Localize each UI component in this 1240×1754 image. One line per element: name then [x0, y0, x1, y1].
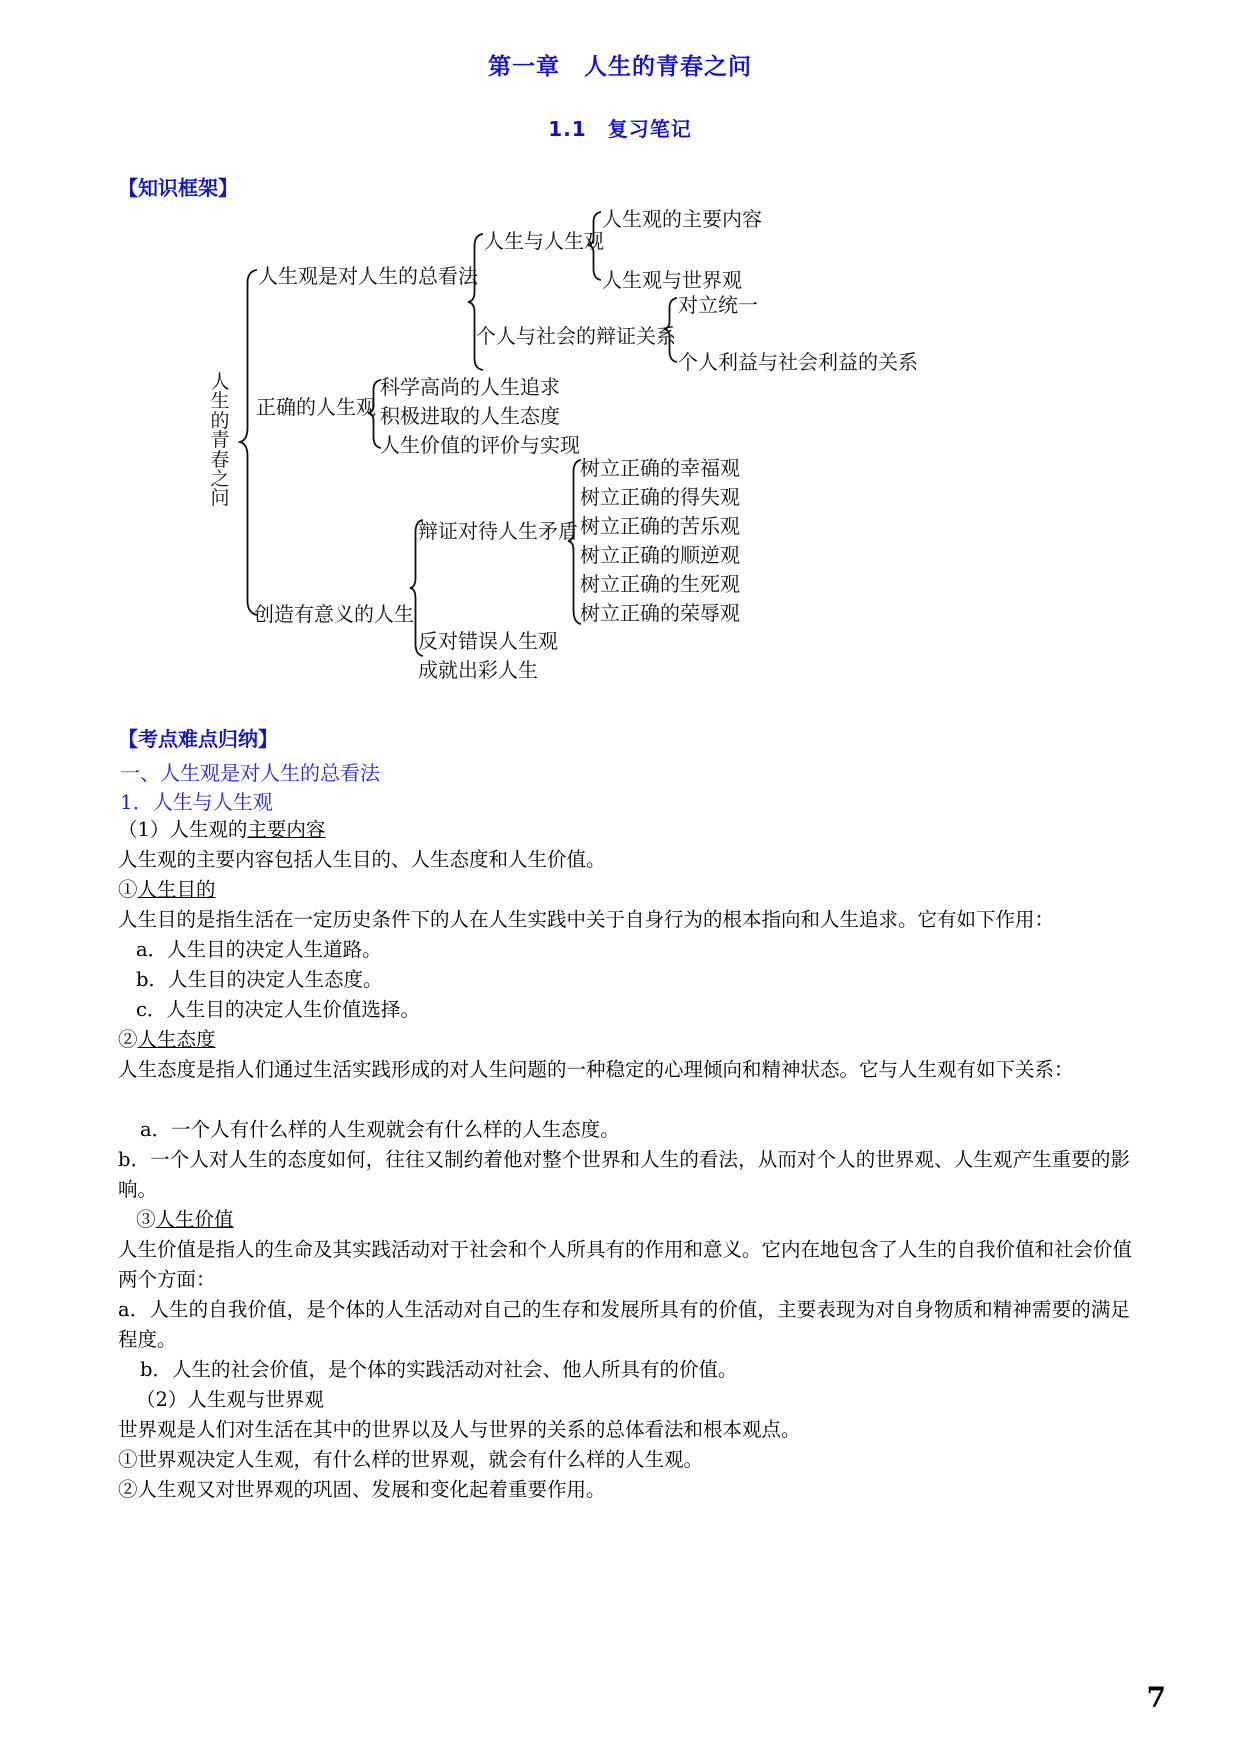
diagram-branch3-child1-label: 辩证对待人生矛盾 [418, 519, 578, 543]
item-2-prefix: ② [118, 1028, 138, 1051]
item-3-prefix: ③ [136, 1208, 156, 1231]
paragraph-4a: a．人生的自我价值，是个体的人生活动对自己的生存和发展所具有的价值，主要表现为对自身物质和精神需要的满足程度。 [118, 1298, 1130, 1351]
item-1-underlined: 人生目的 [137, 878, 216, 901]
page-number: 7 [1146, 1681, 1166, 1714]
subheading-1-underlined: 主要内容 [247, 818, 326, 841]
diagram-leaf-worldview: 人生观与世界观 [602, 268, 742, 292]
paragraph-5b: ②人生观又对世界观的巩固、发展和变化起着重要作用。 [118, 1478, 606, 1501]
section-label-knowledge-framework: 【知识框架】 [118, 176, 238, 200]
paragraph-1: 人生观的主要内容包括人生目的、人生态度和人生价值。 [118, 848, 606, 871]
paragraph-2: 人生目的是指生活在一定历史条件下的人在人生实践中关于自身行为的根本指向和人生追求。它有如下作用： [118, 908, 1055, 931]
diagram-root-label: 人生的青春之问 [210, 371, 230, 510]
paragraph-5a: ①世界观决定人生观，有什么样的世界观，就会有什么样的人生观。 [118, 1448, 704, 1471]
item-3-label [136, 1205, 234, 1235]
paragraph-3a: a．一个人有什么样的人生观就会有什么样的人生态度。 [140, 1118, 620, 1141]
subheading-2: （2）人生观与世界观 [136, 1388, 324, 1411]
subheading-1-text: （1）人生观的 [118, 818, 248, 841]
heading-level-2: 1．人生与人生观 [120, 790, 273, 814]
diagram-leaf-pursuit: 科学高尚的人生追求 [380, 375, 560, 399]
diagram-leaf-attitude: 积极进取的人生态度 [380, 404, 560, 428]
diagram-branch1-child2-label: 个人与社会的辩证关系 [476, 324, 676, 348]
paragraph-4b: b．人生的社会价值，是个体的实践活动对社会、他人所具有的价值。 [140, 1358, 738, 1381]
diagram-leaf-main-content: 人生观的主要内容 [602, 207, 762, 231]
diagram-leaf-joypain: 树立正确的苦乐观 [580, 514, 740, 538]
item-1-prefix: ① [118, 878, 138, 901]
diagram-leaf-adversity: 树立正确的顺逆观 [580, 543, 740, 567]
item-2-label [118, 1025, 216, 1055]
diagram-leaf-interest-relation: 个人利益与社会利益的关系 [678, 350, 918, 374]
item-2-underlined: 人生态度 [137, 1028, 216, 1051]
diagram-branch1-child1-label: 人生与人生观 [484, 229, 604, 253]
diagram-branch3-label: 创造有意义的人生 [254, 602, 414, 626]
subheading-1 [118, 815, 325, 845]
paragraph-2a: a．人生目的决定人生道路。 [136, 938, 382, 961]
item-1-label [118, 875, 216, 905]
diagram-leaf-unity-of-opposites: 对立统一 [678, 293, 758, 317]
brace-branch1 [466, 232, 486, 372]
diagram-leaf-lifedeath: 树立正确的生死观 [580, 572, 740, 596]
diagram-branch1-label: 人生观是对人生的总看法 [258, 264, 478, 288]
knowledge-framework-diagram [0, 200, 1240, 700]
paragraph-2b: b．人生目的决定人生态度。 [136, 968, 383, 991]
diagram-branch2-label: 正确的人生观 [256, 395, 376, 419]
diagram-branch3-child3-label: 成就出彩人生 [418, 658, 538, 682]
diagram-leaf-gainloss: 树立正确的得失观 [580, 485, 740, 509]
diagram-branch3-child2-label: 反对错误人生观 [418, 629, 558, 653]
brace-root [238, 268, 260, 618]
paragraph-5: 世界观是人们对生活在其中的世界以及人与世界的关系的总体看法和根本观点。 [118, 1418, 801, 1441]
paragraph-2c: c．人生目的决定人生价值选择。 [136, 998, 420, 1021]
item-3-underlined: 人生价值 [155, 1208, 234, 1231]
heading-level-1: 一、人生观是对人生的总看法 [120, 761, 380, 785]
paragraph-3b: b．一个人对人生的态度如何，往往又制约着他对整个世界和人生的看法，从而对个人的世界观、人生观产生重要的影响。 [118, 1148, 1130, 1201]
page-subtitle: 1.1 复习笔记 [548, 117, 692, 141]
page-title: 第一章 人生的青春之问 [488, 54, 752, 80]
section-label-key-points: 【考点难点归纳】 [118, 727, 278, 751]
diagram-leaf-happiness: 树立正确的幸福观 [580, 456, 740, 480]
diagram-leaf-value-eval: 人生价值的评价与实现 [380, 433, 580, 457]
paragraph-3: 人生态度是指人们通过生活实践形成的对人生问题的一种稳定的心理倾向和精神状态。它与人生观有如下关系： [118, 1058, 1074, 1081]
diagram-leaf-honor: 树立正确的荣辱观 [580, 601, 740, 625]
paragraph-4: 人生价值是指人的生命及其实践活动对于社会和个人所具有的作用和意义。它内在地包含了人生的自我价值和社会价值两个方面： [118, 1238, 1133, 1291]
